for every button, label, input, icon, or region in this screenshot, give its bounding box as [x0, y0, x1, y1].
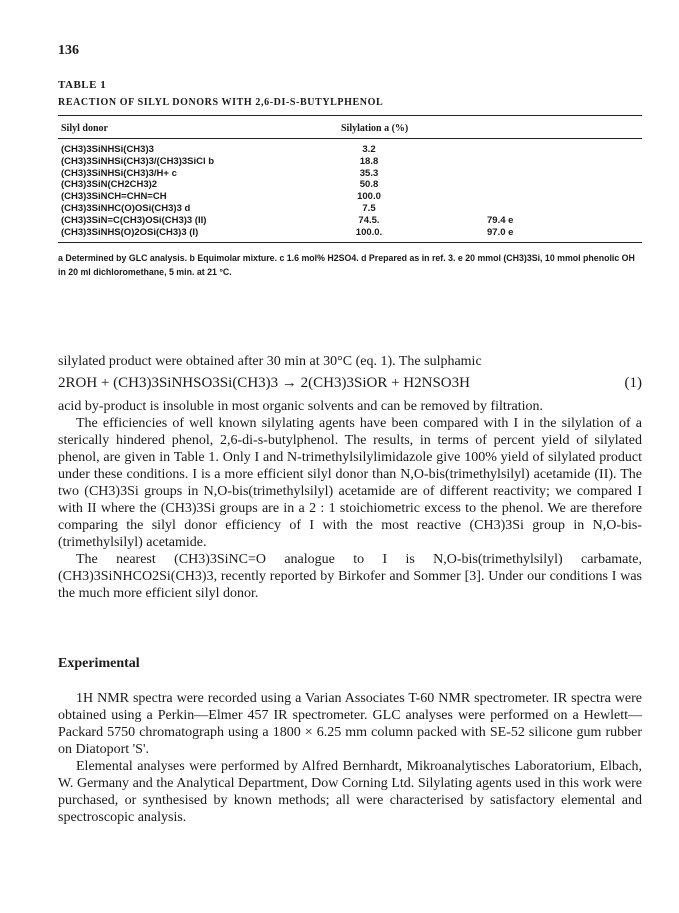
table-footnote: a Determined by GLC analysis. b Equimolar mixture. c 1.6 mol% H2SO4. d Prepared as in ref. 3. e 20 mmol (CH3)3Si, 10 mmol phenolic OH in 20 ml dichloromethane, 5 min. at 21 °C. — [58, 253, 635, 277]
paragraph: acid by-product is insoluble in most organic solvents and can be removed by filtration. — [58, 399, 543, 414]
paragraph: 1H NMR spectra were recorded using a Varian Associates T-60 NMR spectrometer. IR spectra were obtained using a Perkin—Elmer 457 IR spectrometer. GLC analyses were performed on a Hewlett—Packard 5750 chromatograph using a 1800 × 6.25 mm column packed with SE-52 silicone gum rubber on Diatoport 'S'. — [58, 691, 642, 757]
table-row — [61, 191, 621, 203]
table-row — [61, 203, 621, 215]
paragraph: Elemental analyses were performed by Alfred Bernhardt, Mikroanalytisches Laboratorium, Elbach, W. Germany and the Analytical Department, Dow Corning Ltd. Silylating agents used in this work were purchased, or synthesised by known methods; all were characterised by satisfactory elemental and spectroscopic analysis. — [58, 759, 642, 825]
donor-cell: (CH3)3SiNHSi(CH3)3 — [61, 144, 154, 155]
equation-1 — [58, 375, 642, 392]
silylation-cell: 7.5 — [362, 202, 376, 214]
table-row — [61, 215, 621, 227]
page-number: 136 — [58, 43, 79, 58]
body-paragraphs — [58, 398, 642, 602]
table-row — [61, 227, 621, 239]
donor-cell: (CH3)3SiNCH=CHN=CH — [61, 191, 167, 203]
table-title: REACTION OF SILYL DONORS WITH 2,6-DI-S-BUTYLPHENOL — [58, 97, 384, 108]
table-top-rule — [58, 115, 642, 116]
table-label: TABLE 1 — [58, 79, 107, 91]
table-row — [61, 156, 621, 168]
silylation-cell: 50.8 — [359, 179, 379, 191]
table-row — [61, 144, 621, 156]
table-body — [61, 144, 621, 238]
paragraph: The efficiencies of well known silylating agents have been compared with I in the silylation of a sterically hindered phenol, 2,6-di-s-butylphenol. The results, in terms of percent yield of silylated phenol, are given in Table 1. Only I and N-trimethylsilylimidazole give 100% yield of silylated product under these conditions. I is a more efficient silyl donor than N,O-bis(trimethylsilyl) acetamide (II). The two (CH3)3Si groups in N,O-bis(trimethylsilyl) acetamide are of different reactivity; we compared I with II where the (CH3)3Si groups are in a 2 : 1 stoichiometric excess to the phenol. We are therefore comparing the silyl donor efficiency of I with the most reactive (CH3)3Si group in N,O-bis-(trimethylsilyl) acetamide. — [58, 416, 642, 550]
silylation-cell: 100.0. — [355, 226, 383, 238]
equation-text: 2ROH + (CH3)3SiNHSO3Si(CH3)3 → 2(CH3)3SiOR + H2NSO3H — [58, 375, 470, 391]
donor-cell: (CH3)3SiNHC(O)OSi(CH3)3 d — [61, 202, 191, 214]
table-row — [61, 179, 621, 191]
donor-cell: (CH3)3SiNHSi(CH3)3/H+ c — [61, 167, 177, 179]
section-heading: Experimental — [58, 656, 140, 671]
donor-cell: (CH3)3SiNHS(O)2OSi(CH3)3 (I) — [61, 226, 199, 238]
donor-cell: (CH3)3SiN=C(CH3)OSi(CH3)3 (II) — [61, 214, 207, 226]
experimental-paragraphs — [58, 690, 642, 826]
silylation-cell: 18.8 — [359, 155, 379, 167]
silylation-cell-2: 79.4 e — [487, 214, 514, 226]
table-col-donor: Silyl donor — [61, 123, 108, 134]
silylation-cell: 3.2 — [362, 144, 376, 155]
donor-cell: (CH3)3SiNHSi(CH3)3/(CH3)3SiCl b — [61, 155, 215, 167]
donor-cell: (CH3)3SiN(CH2CH3)2 — [61, 179, 158, 191]
table-row — [61, 168, 621, 180]
paragraph: The nearest (CH3)3SiNC=O analogue to I is N,O-bis(trimethylsilyl) carbamate, (CH3)3SiNHCO2Si(CH3)3, recently reported by Birkofer and Sommer [3]. Under our conditions I was the much more efficient silyl donor. — [58, 552, 642, 601]
equation-number: (1) — [624, 375, 642, 391]
table-header-rule — [58, 138, 642, 139]
silylation-cell: 35.3 — [359, 167, 379, 179]
paragraph-continuation: silylated product were obtained after 30 min at 30°C (eq. 1). The sulphamic — [58, 354, 482, 369]
silylation-cell: 100.0 — [357, 191, 381, 203]
silylation-cell-2: 97.0 e — [487, 226, 514, 238]
table-col-silylation: Silylation a (%) — [341, 123, 409, 134]
silylation-cell: 74.5. — [358, 214, 380, 226]
table-bottom-rule — [58, 242, 642, 243]
